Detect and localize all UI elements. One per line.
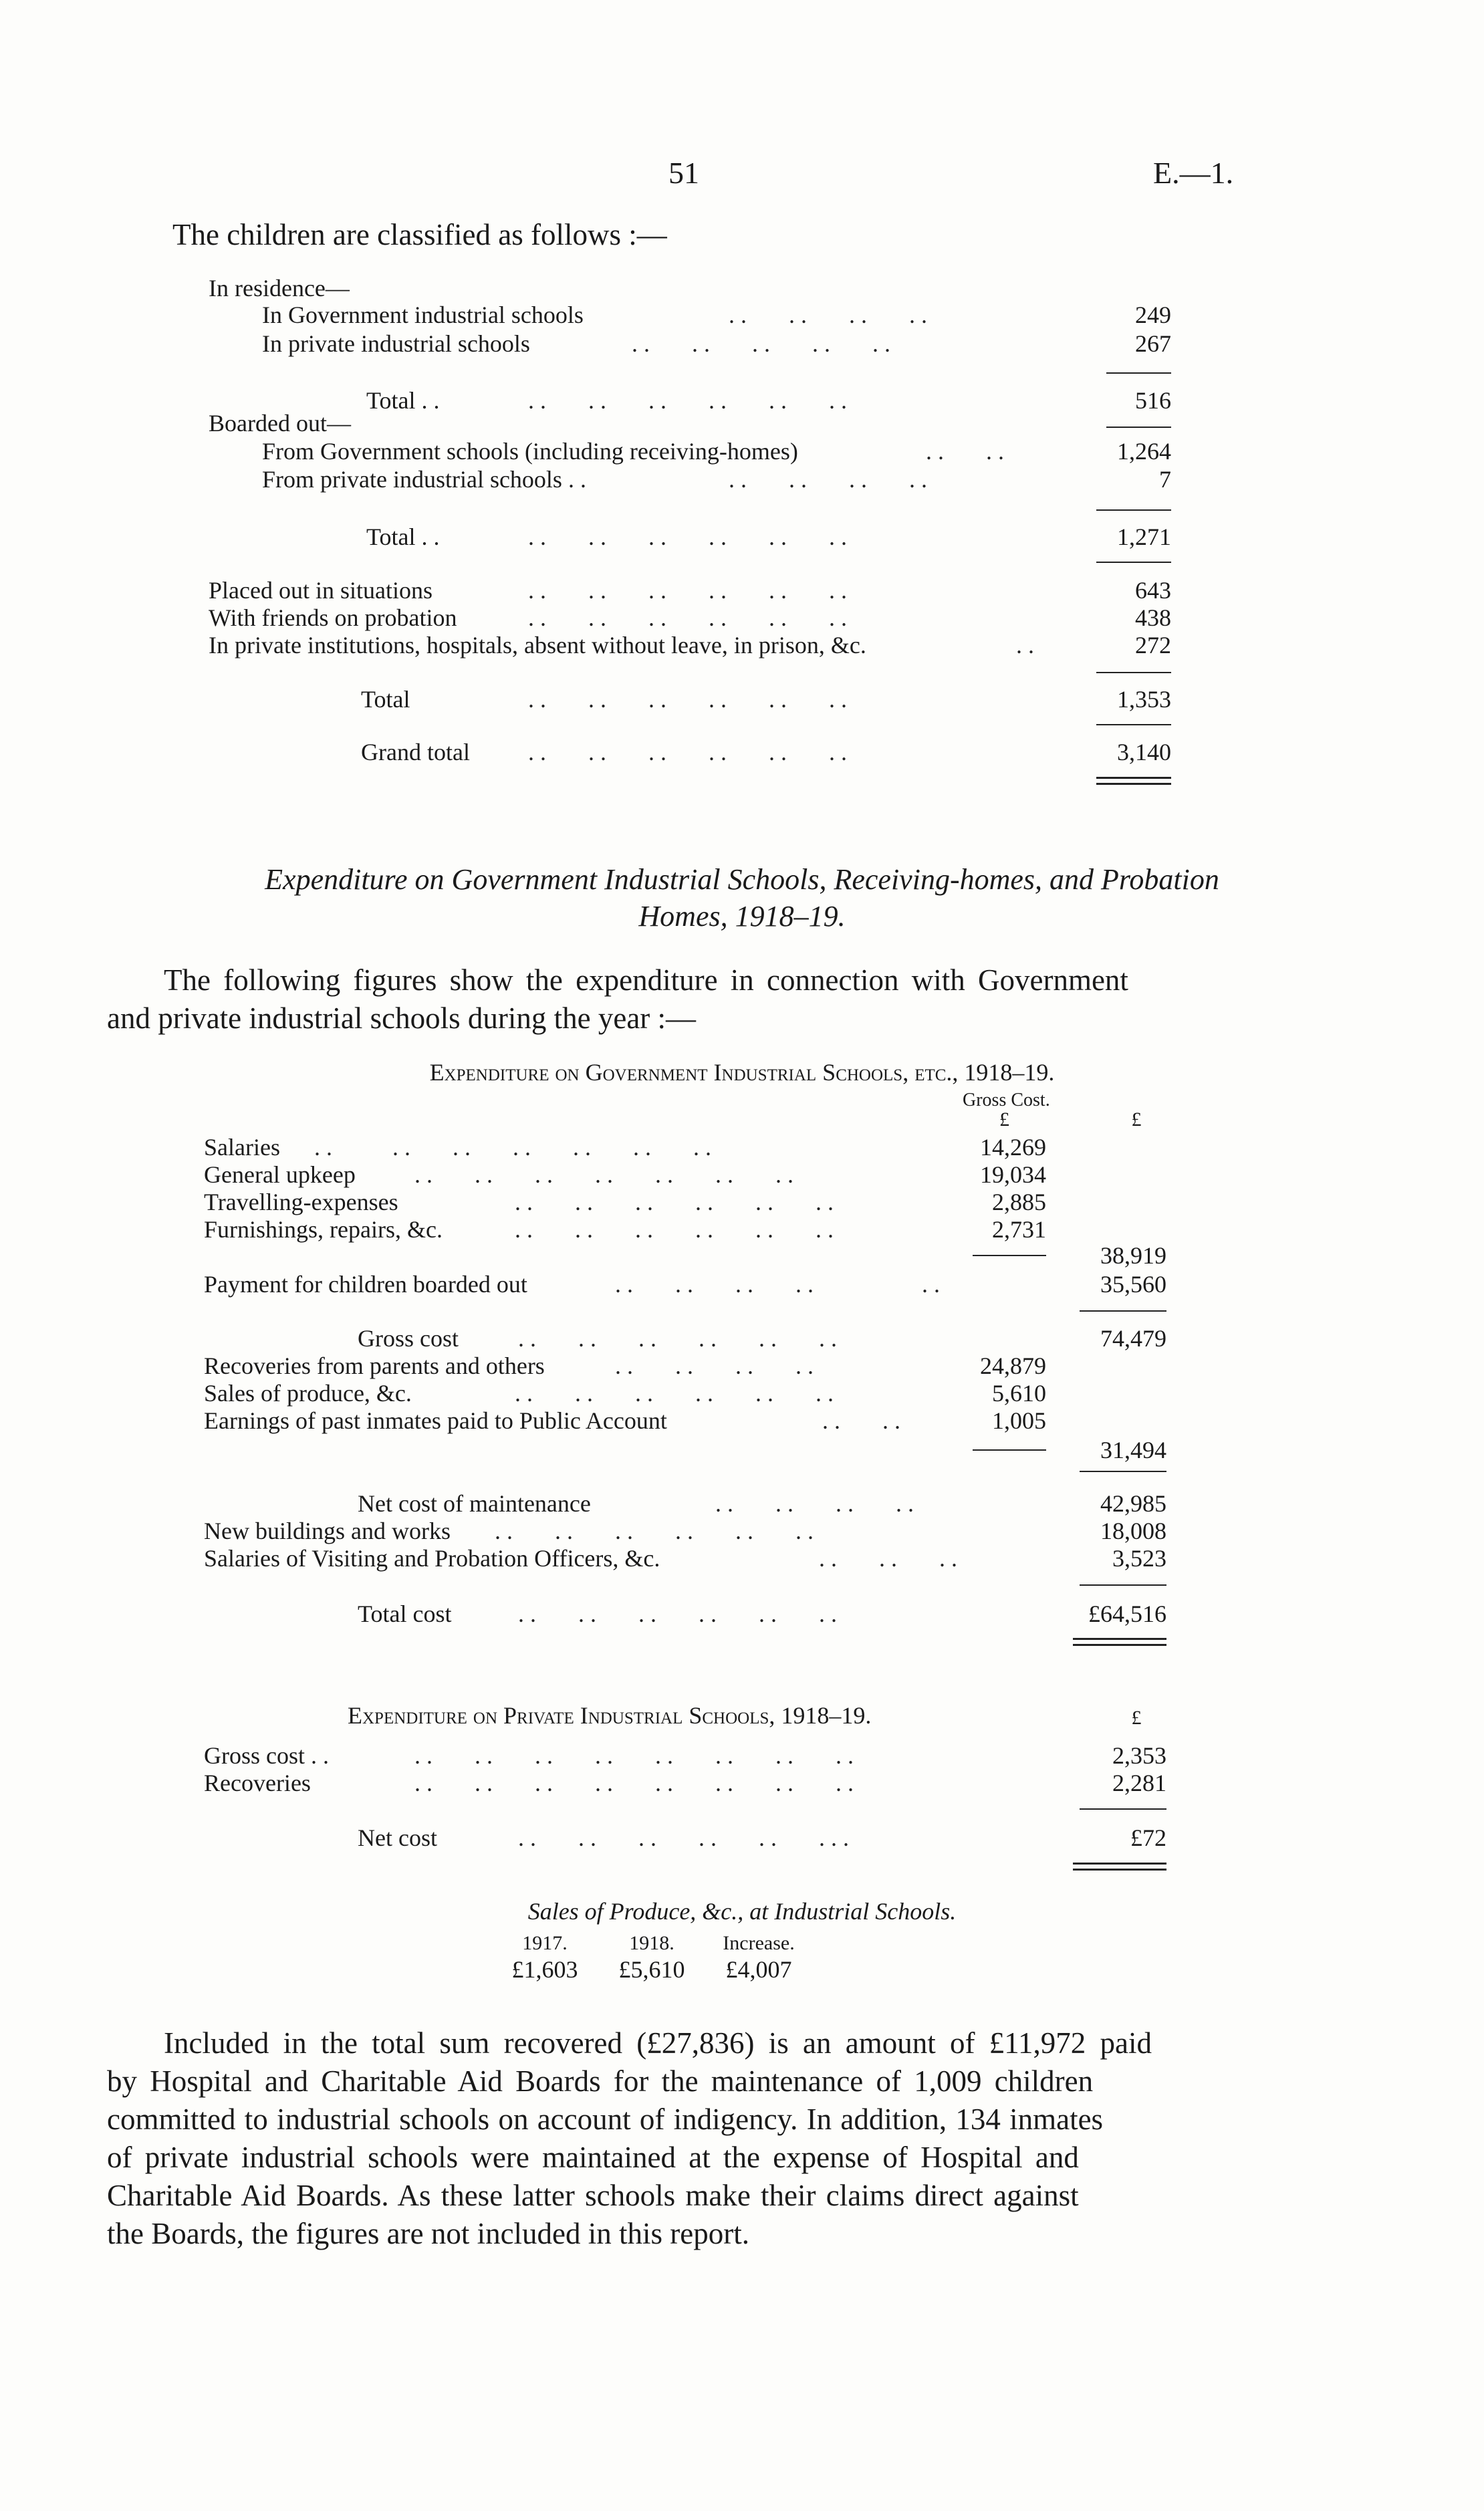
rule bbox=[1106, 427, 1171, 428]
leader-dots: . . . . . . . . . . . . bbox=[515, 1189, 834, 1215]
leader-dots: . . . . . . . . . . . . bbox=[528, 739, 847, 765]
expense-label: General upkeep bbox=[204, 1161, 356, 1188]
expense-value: 19,034 bbox=[980, 1161, 1046, 1188]
gross-cost-header: Gross Cost. bbox=[963, 1090, 1050, 1110]
paragraph-line: committed to industrial schools on account of indigency. In addition, 134 inmates bbox=[107, 2103, 1104, 2136]
leader-dots: . . . . . . . . . . . . . . . . bbox=[414, 1742, 854, 1769]
total-value: 1,271 bbox=[1117, 523, 1171, 550]
grand-total-value: 3,140 bbox=[1117, 739, 1171, 765]
rule bbox=[1096, 509, 1171, 511]
recoveries-total: 31,494 bbox=[1100, 1437, 1166, 1463]
produce-increase-header: Increase. bbox=[723, 1932, 795, 1954]
buildings-value: 18,008 bbox=[1100, 1518, 1166, 1544]
leader-dots: . . . . . . . . . . bbox=[615, 1271, 940, 1298]
row-value: 643 bbox=[1135, 577, 1171, 604]
row-value: 249 bbox=[1135, 302, 1171, 328]
leader-dots: . . bbox=[1016, 632, 1034, 659]
leader-dots: . . . . . . . . bbox=[615, 1352, 814, 1379]
leader-dots: . . . . . . . . . . . . bbox=[528, 387, 847, 414]
rule bbox=[1096, 562, 1171, 563]
boarded-value: 35,560 bbox=[1100, 1271, 1166, 1298]
leader-dots: . . . . . . . . . . . . bbox=[515, 1380, 834, 1407]
paragraph-line: Included in the total sum recovered (£27,836) is an amount of £11,972 paid bbox=[164, 2026, 1152, 2060]
classification-intro: The children are classified as follows :— bbox=[172, 218, 667, 251]
document-code: E.—1. bbox=[1153, 156, 1234, 190]
expense-label: Travelling-expenses bbox=[204, 1189, 398, 1215]
row-value: 1,264 bbox=[1117, 438, 1171, 465]
recovery-value: 1,005 bbox=[992, 1407, 1046, 1434]
row-label: With friends on probation bbox=[209, 604, 457, 631]
intro-line1: The following figures show the expenditure in connection with Government bbox=[164, 963, 1128, 997]
recovery-value: 24,879 bbox=[980, 1352, 1046, 1379]
total-label: Total . . bbox=[366, 387, 440, 414]
row-value: 438 bbox=[1135, 604, 1171, 631]
rule bbox=[1080, 1471, 1166, 1472]
produce-value: £5,610 bbox=[618, 1956, 685, 1983]
produce-year-header: 1917. bbox=[522, 1932, 568, 1954]
section-title-line2: Homes, 1918–19. bbox=[638, 900, 846, 933]
private-net-label: Net cost bbox=[358, 1824, 437, 1851]
expense-value: 14,269 bbox=[980, 1134, 1046, 1161]
row-label: Placed out in situations bbox=[209, 577, 432, 604]
rule bbox=[973, 1255, 1046, 1256]
rule bbox=[1106, 372, 1171, 374]
net-label: Net cost of maintenance bbox=[358, 1490, 591, 1517]
row-label: In private industrial schools bbox=[262, 330, 530, 357]
leader-dots: . . . . . . . . bbox=[729, 466, 927, 493]
recovery-label: Sales of produce, &c. bbox=[204, 1380, 412, 1407]
boarded-out-heading: Boarded out— bbox=[209, 410, 351, 437]
gross-label: Gross cost bbox=[358, 1325, 459, 1352]
leader-dots: . . . . . . . . . . . . . bbox=[518, 1824, 849, 1851]
recovery-label: Earnings of past inmates paid to Public Account bbox=[204, 1407, 667, 1434]
section-title-line1: Expenditure on Government Industrial Schools, Receiving-homes, and Probation bbox=[265, 863, 1219, 896]
rule bbox=[1080, 1808, 1166, 1810]
leader-dots: . . . . bbox=[822, 1407, 900, 1434]
leader-dots: . . . . bbox=[926, 438, 1004, 465]
officers-label: Salaries of Visiting and Probation Officers, &c. bbox=[204, 1545, 660, 1572]
row-value: 267 bbox=[1135, 330, 1171, 357]
paragraph-line: the Boards, the figures are not included in this report. bbox=[107, 2217, 749, 2250]
leader-dots: . . . . . . . . . . . . bbox=[528, 523, 847, 550]
double-rule bbox=[1073, 1863, 1166, 1871]
private-table-title: Expenditure on Private Industrial Schools, 1918–19. bbox=[348, 1702, 872, 1729]
rule bbox=[1096, 724, 1171, 725]
net-value: 42,985 bbox=[1100, 1490, 1166, 1517]
leader-dots: . . . . . . . . . . bbox=[632, 330, 890, 357]
recovery-label: Recoveries from parents and others bbox=[204, 1352, 545, 1379]
total-cost-value: £64,516 bbox=[1088, 1600, 1166, 1627]
rule bbox=[973, 1449, 1046, 1451]
pound-header: £ bbox=[999, 1108, 1009, 1130]
rule bbox=[1080, 1584, 1166, 1586]
leader-dots: . . . . . . . . . . . . . . . . bbox=[414, 1770, 854, 1796]
paragraph-line: by Hospital and Charitable Aid Boards for the maintenance of 1,009 children bbox=[107, 2064, 1094, 2098]
officers-value: 3,523 bbox=[1112, 1545, 1166, 1572]
leader-dots: . . . . . . bbox=[819, 1545, 957, 1572]
leader-dots: . . . . . . . . . . . . . . bbox=[414, 1161, 793, 1188]
pound-header: £ bbox=[1131, 1707, 1142, 1729]
private-gross-value: 2,353 bbox=[1112, 1742, 1166, 1769]
rule bbox=[1096, 672, 1171, 673]
private-gross-label: Gross cost . . bbox=[204, 1742, 329, 1769]
expense-label: Salaries bbox=[204, 1134, 280, 1161]
leader-dots: . . . . . . . . . . . . bbox=[495, 1518, 814, 1544]
produce-year-header: 1918. bbox=[629, 1932, 674, 1954]
double-rule bbox=[1096, 777, 1171, 785]
grand-total-label: Grand total bbox=[361, 739, 470, 765]
recovery-value: 5,610 bbox=[992, 1380, 1046, 1407]
paragraph-line: of private industrial schools were maintained at the expense of Hospital and bbox=[107, 2141, 1079, 2174]
in-residence-heading: In residence— bbox=[209, 275, 350, 302]
double-rule bbox=[1073, 1638, 1166, 1646]
expense-value: 2,885 bbox=[992, 1189, 1046, 1215]
leader-dots: . . . . . . . . . . . . bbox=[518, 1600, 837, 1627]
leader-dots: . . . . . . . . . . . . bbox=[528, 577, 847, 604]
private-net-value: £72 bbox=[1130, 1824, 1166, 1851]
expense-label: Furnishings, repairs, &c. bbox=[204, 1216, 443, 1243]
produce-value: £1,603 bbox=[511, 1956, 578, 1983]
row-label: In private institutions, hospitals, absent without leave, in prison, &c. bbox=[209, 632, 866, 659]
boarded-label: Payment for children boarded out bbox=[204, 1271, 527, 1298]
row-label: From private industrial schools . . bbox=[262, 466, 586, 493]
row-value: 7 bbox=[1159, 466, 1171, 493]
leader-dots: . . . . . . . . bbox=[729, 302, 927, 328]
private-recoveries-value: 2,281 bbox=[1112, 1770, 1166, 1796]
leader-dots: . . . . . . . . . . . . bbox=[518, 1325, 837, 1352]
subtotal-value: 38,919 bbox=[1100, 1242, 1166, 1269]
total-label: Total bbox=[361, 686, 410, 713]
intro-line2: and private industrial schools during the year :— bbox=[107, 1001, 697, 1035]
total-value: 516 bbox=[1135, 387, 1171, 414]
total-label: Total . . bbox=[366, 523, 440, 550]
produce-title: Sales of Produce, &c., at Industrial Schools. bbox=[527, 1898, 957, 1925]
produce-value: £4,007 bbox=[725, 1956, 792, 1983]
private-recoveries-label: Recoveries bbox=[204, 1770, 311, 1796]
gross-value: 74,479 bbox=[1100, 1325, 1166, 1352]
expense-value: 2,731 bbox=[992, 1216, 1046, 1243]
total-cost-label: Total cost bbox=[358, 1600, 452, 1627]
leader-dots: . . . . . . . . bbox=[715, 1490, 914, 1517]
pound-header: £ bbox=[1131, 1108, 1142, 1130]
row-label: From Government schools (including receiving-homes) bbox=[262, 438, 798, 465]
leader-dots: . . . . . . . . . . . . bbox=[528, 686, 847, 713]
rule bbox=[1080, 1310, 1166, 1312]
total-value: 1,353 bbox=[1117, 686, 1171, 713]
paragraph-line: Charitable Aid Boards. As these latter schools make their claims direct against bbox=[107, 2179, 1079, 2212]
buildings-label: New buildings and works bbox=[204, 1518, 451, 1544]
gov-table-title: Expenditure on Government Industrial Schools, etc., 1918–19. bbox=[429, 1059, 1055, 1086]
leader-dots: . . . . . . . . . . . . bbox=[515, 1216, 834, 1243]
page-number: 51 bbox=[668, 156, 699, 190]
row-label: In Government industrial schools bbox=[262, 302, 584, 328]
leader-dots: . . . . . . . . . . . . bbox=[528, 604, 847, 631]
row-value: 272 bbox=[1135, 632, 1171, 659]
leader-dots: . . . . . . . . . . . . . . bbox=[314, 1134, 711, 1161]
